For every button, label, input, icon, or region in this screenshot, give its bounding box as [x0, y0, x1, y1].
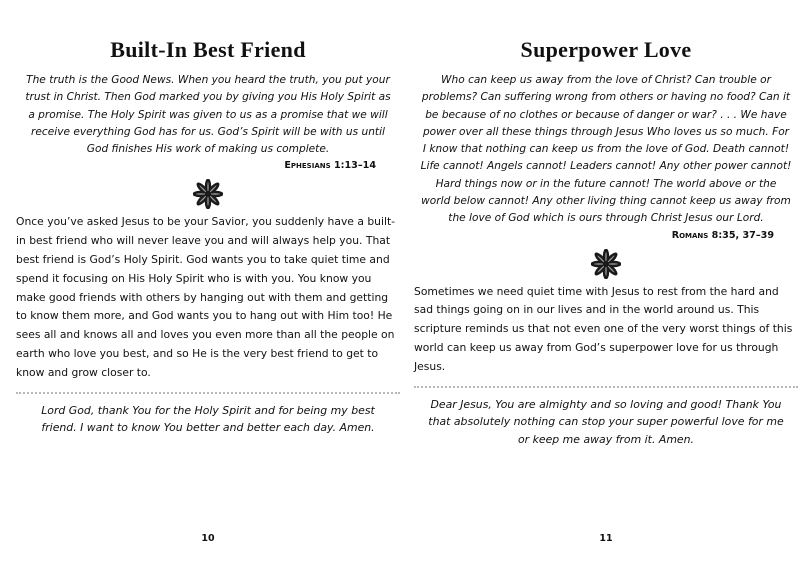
right-page	[414, 0, 798, 565]
scripture-reference: Ephesians 1:13–14	[284, 160, 376, 172]
page-title: Built-In Best Friend	[110, 37, 306, 62]
page-number: 11	[599, 533, 613, 544]
prayer-text: Dear Jesus, You are almighty and so loving and good! Thank You that absolutely nothing can stop your super powerful love for me or keep me away from it. Amen.	[428, 397, 784, 447]
flower-icon	[414, 249, 798, 279]
flower-icon	[16, 179, 400, 209]
dotted-divider	[16, 392, 400, 394]
scripture-verse: Who can keep us away from the love of Christ? Can trouble or problems? Can suffering wrong from others or having no food? Can it be because of no clothes or because of danger or war? . . . We have power over all these things through Jesus Who loves us so much. For I know that nothing can keep us from the love of God. Death cannot! Life cannot! Angels cannot! Leaders cannot! Any other power cannot! Hard things now or in the future cannot! The world above or the world below cannot! Any other living thing cannot keep us away from the love of God which is ours through Christ Jesus our Lord.	[420, 74, 792, 225]
scripture-verse: The truth is the Good News. When you heard the truth, you put your trust in Christ. Then God marked you by giving you His Holy Spirit as a promise. The Holy Spirit was given to us as a promise that we will receive everything God has for us. God’s Spirit will be with us until God finishes His work of making us complete.	[25, 74, 391, 156]
devotional-body: Once you’ve asked Jesus to be your Savior, you suddenly have a built-in best friend who will never leave you and will always help you. That best friend is God’s Holy Spirit. God wants you to take quiet time and spend it focusing on His Holy Spirit who is with you. You know you make good friends with others by hanging out with them and getting to know them more, and God wants you to hang out with Him too! He sees all and knows all and loves you even more than all the people on earth who love you best, and so He is the very best friend to get to know and grow closer to.	[16, 215, 396, 379]
devotional-body: Sometimes we need quiet time with Jesus to rest from the hard and sad things going on in our lives and in the world around us. This scripture reminds us that not even one of the very worst things of this world can keep us away from God’s superpower love for us through Jesus.	[414, 284, 793, 373]
prayer-text: Lord God, thank You for the Holy Spirit and for being my best friend. I want to know You better and better each day. Amen.	[41, 403, 375, 435]
left-page	[16, 0, 400, 565]
page-title: Superpower Love	[520, 37, 692, 62]
page-number: 10	[201, 533, 215, 544]
scripture-reference: Romans 8:35, 37–39	[671, 229, 774, 241]
dotted-divider	[414, 386, 798, 388]
